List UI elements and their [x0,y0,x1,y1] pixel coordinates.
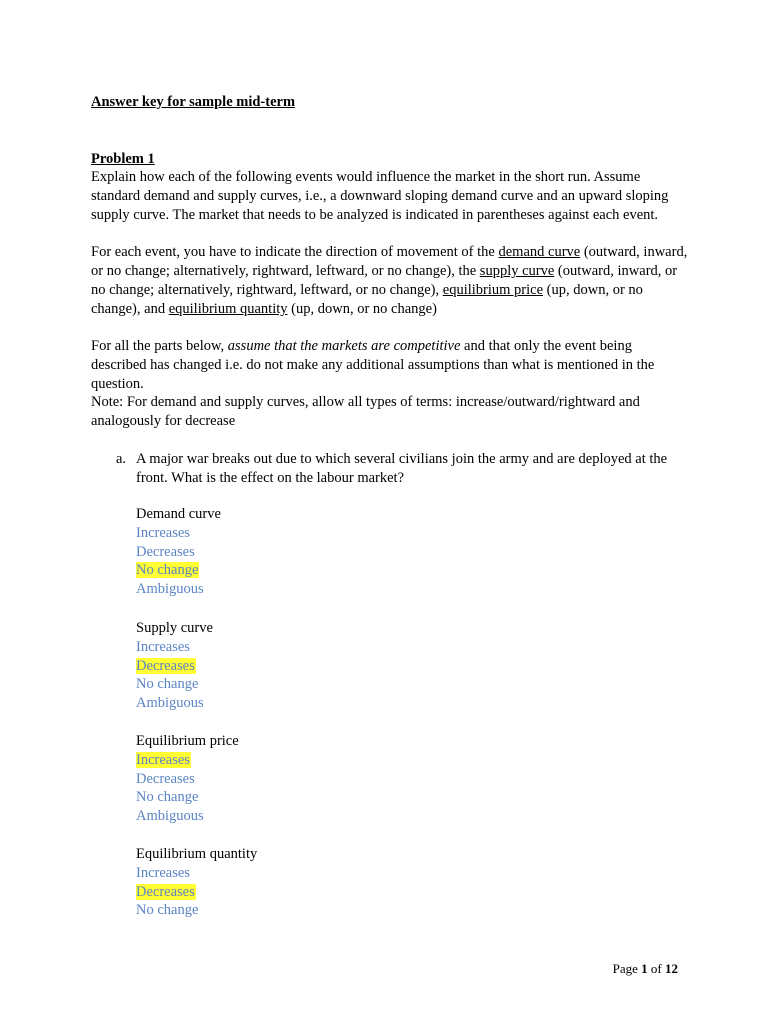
option-label: No change [136,902,199,919]
answer-group-supply-curve [136,619,213,713]
option [136,694,213,713]
footer-current-page: 1 [641,961,648,976]
option-label: Increases [136,751,190,768]
option-label: Decreases [136,883,195,900]
text-run: (outward, inward, or no change; alternatively, rightward, leftward, or no change), the [91,244,688,279]
page-footer [613,961,678,977]
text-run: (up, down, or no change) [287,301,437,317]
document-title: Answer key for sample mid-term [91,94,296,110]
intro-paragraph: Explain how each of the following events would influence the market in the short run. Assume standard demand and supply curves, i.e., a downward sloping demand curve and an upward sloping supply curve. The market that needs to be analyzed is indicated in parentheses against each event. [91,169,669,223]
option-selected [136,561,221,580]
note-paragraph: Note: For demand and supply curves, allow all types of terms: increase/outward/rightward and analogously for decrease [91,394,640,429]
term-supply-curve: supply curve [479,263,555,279]
problem-heading: Problem 1 [91,151,155,167]
answer-group-demand-curve [136,505,221,599]
option [136,524,221,543]
option-label: Increases [136,524,190,541]
option-selected [136,883,257,902]
answer-group-equilibrium-quantity [136,845,257,920]
text-run: For all the parts below, [91,338,228,354]
question-text: A major war breaks out due to which several civilians join the army and are deployed at the front. What is the effect on the labour market? [136,451,668,486]
emphasis-text: assume that the markets are competitive [227,338,461,354]
option [136,807,239,826]
term-equilibrium-price: equilibrium price [442,282,544,298]
group-label: Supply curve [136,620,213,636]
option [136,901,257,920]
option [136,770,239,789]
option [136,788,239,807]
option-selected [136,657,213,676]
option-label: No change [136,562,199,579]
option [136,580,221,599]
option-label: Decreases [136,543,195,560]
footer-total-pages: 12 [665,961,678,976]
text-run: For each event, you have to indicate the direction of movement of the [91,244,499,260]
option [136,543,221,562]
question-a [116,450,696,488]
instructions-paragraph [91,243,691,319]
option-label: Ambiguous [136,581,204,598]
option-label: Decreases [136,657,195,674]
answer-group-equilibrium-price [136,732,239,826]
option-label: Ambiguous [136,808,204,825]
option [136,638,213,657]
text-run: (up, down, or no change), and [91,282,643,317]
text-run: and that only the event being described has changed i.e. do not make any additional assumptions than what is mentioned in the question. [91,338,655,392]
option [136,864,257,883]
option-label: No change [136,676,199,693]
footer-of-word: of [647,961,665,976]
option-selected [136,751,239,770]
group-label: Equilibrium price [136,733,239,749]
assumption-paragraph [91,337,691,394]
option-label: No change [136,789,199,806]
option-label: Decreases [136,770,195,787]
question-marker: a. [116,451,127,467]
text-run: (outward, inward, or no change; alternatively, rightward, leftward, or no change), [91,263,678,298]
footer-page-word: Page [612,961,642,976]
option-label: Increases [136,638,190,655]
option-label: Ambiguous [136,695,204,712]
group-label: Equilibrium quantity [136,846,258,862]
group-label: Demand curve [136,506,221,522]
term-equilibrium-quantity: equilibrium quantity [168,301,288,317]
option [136,675,213,694]
term-demand-curve: demand curve [498,244,581,260]
option-label: Increases [136,864,190,881]
